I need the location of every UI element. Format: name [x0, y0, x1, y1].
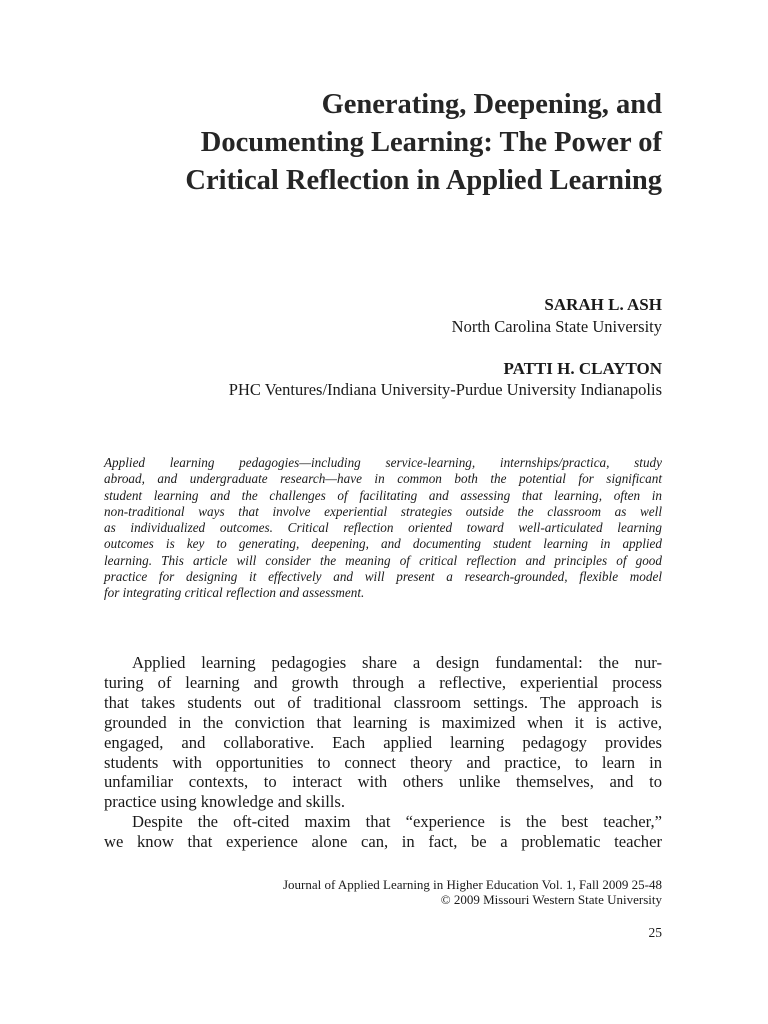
abstract-line: Applied learning pedagogies—including service-learning, internships/practica, study	[104, 455, 662, 470]
body-line: grounded in the conviction that learning is maximized when it is active,	[104, 712, 662, 732]
copyright-notice: © 2009 Missouri Western State University	[440, 892, 662, 907]
abstract-line: abroad, and undergraduate research—have in common both the potential for significant	[104, 471, 662, 487]
body-line: turing of learning and growth through a reflective, experiential process	[104, 672, 662, 692]
article-title	[100, 86, 662, 200]
body-line: practice using knowledge and skills.	[104, 792, 346, 812]
abstract-line: outcomes is key to generating, deepening, and documenting student learning in applied	[104, 536, 662, 552]
body-line: that takes students out of traditional classroom settings. The approach is	[104, 692, 662, 712]
author-affiliation: PHC Ventures/Indiana University-Purdue University Indianapolis	[228, 380, 662, 399]
body-line: Despite the oft-cited maxim that “experience is the best teacher,”	[132, 812, 662, 832]
title-line: Critical Reflection in Applied Learning	[185, 165, 662, 196]
author-name: PATTI H. CLAYTON	[503, 359, 662, 378]
page-number: 25	[648, 925, 662, 940]
author-affiliation: North Carolina State University	[451, 317, 662, 336]
abstract-line: for integrating critical reflection and assessment.	[104, 585, 365, 601]
body-line: engaged, and collaborative. Each applied learning pedagogy provides	[104, 732, 662, 752]
abstract	[104, 455, 662, 602]
journal-citation: Journal of Applied Learning in Higher Education Vol. 1, Fall 2009 25-48	[283, 877, 662, 892]
body-line: students with opportunities to connect theory and practice, to learn in	[104, 752, 662, 772]
abstract-line: as individualized outcomes. Critical reflection oriented toward well-articulated learning	[104, 520, 662, 536]
abstract-line: practice for designing it effectively and will present a research-grounded, flexible model	[104, 569, 662, 585]
abstract-line: student learning and the challenges of facilitating and assessing that learning, often in	[104, 487, 662, 503]
author-name: SARAH L. ASH	[544, 295, 662, 314]
body-line: unfamiliar contexts, to interact with others unlike themselves, and to	[104, 772, 662, 792]
abstract-line: non-traditional ways that involve experiential strategies outside the classroom as well	[104, 503, 662, 519]
title-line: Documenting Learning: The Power of	[200, 127, 662, 158]
body-text	[104, 653, 662, 852]
title-line: Generating, Deepening, and	[321, 89, 662, 120]
body-line: Applied learning pedagogies share a design fundamental: the nur-	[132, 653, 662, 672]
body-line: we know that experience alone can, in fact, be a problematic teacher	[104, 832, 662, 852]
abstract-line: learning. This article will consider the meaning of critical reflection and principles of good	[104, 552, 662, 568]
